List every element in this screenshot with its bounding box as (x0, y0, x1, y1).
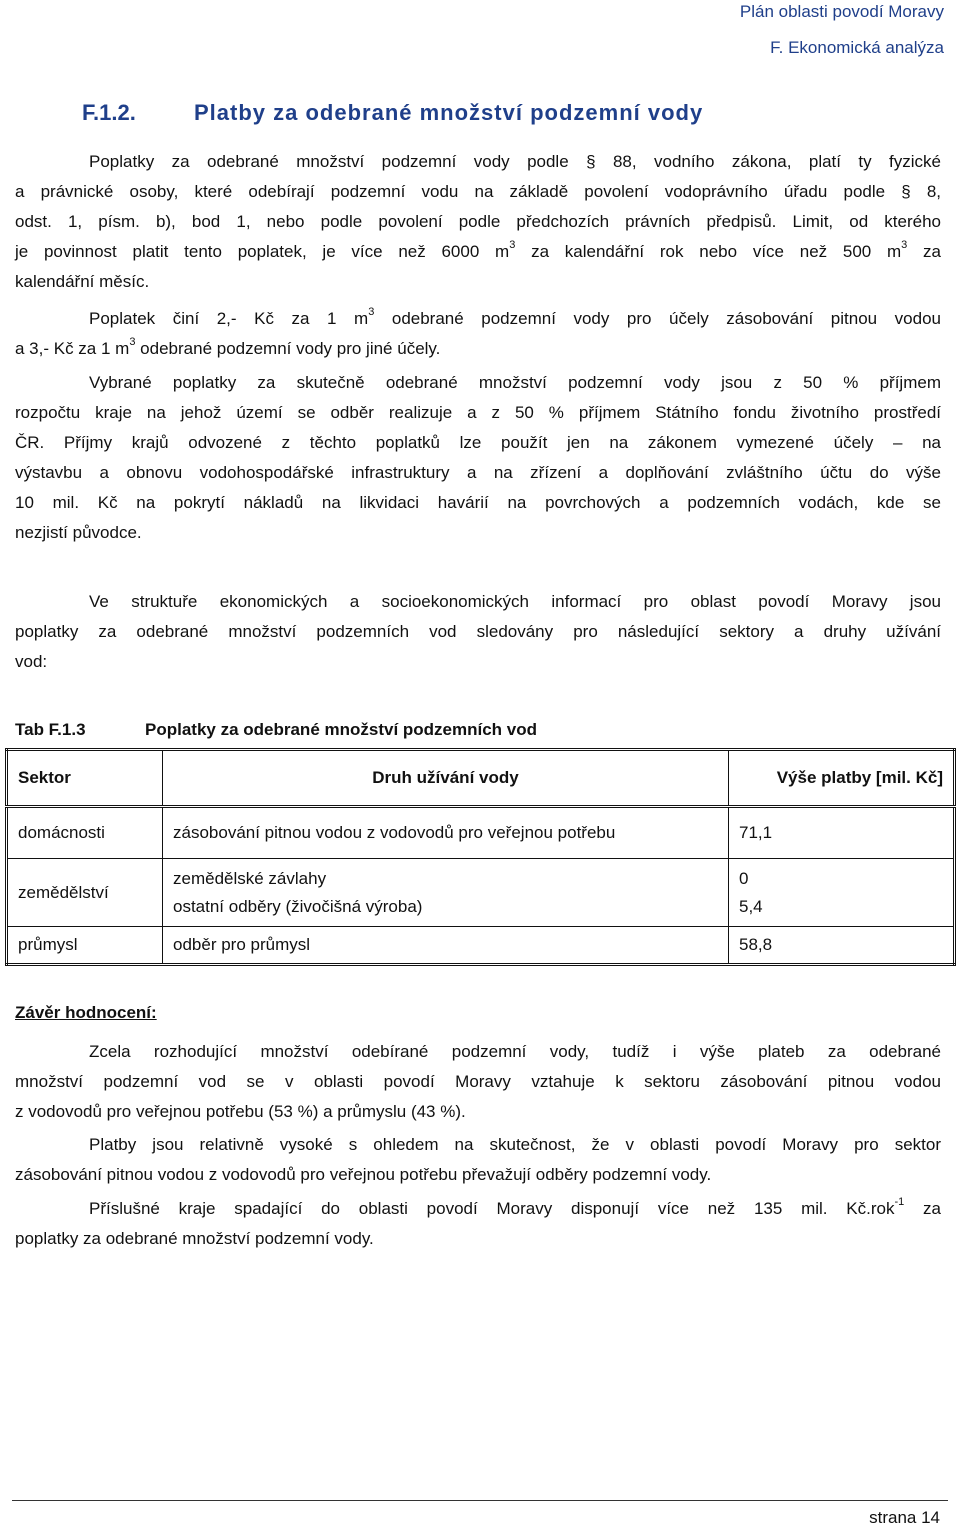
cell-use-line: ostatní odběry (živočišná výroba) (173, 896, 423, 916)
text-line: Zcela rozhodující množství odebírané podzemní vody, tudíž i výše plateb za odebrané (89, 1042, 941, 1061)
text-line: z vodovodů pro veřejnou potřebu (53 %) a průmyslu (43 %). (15, 1102, 466, 1121)
text-fragment: je povinnost platit tento poplatek, je více než 6000 m (15, 242, 510, 261)
column-header-sector: Sektor (7, 750, 163, 807)
cell-sector: zemědělství (7, 859, 163, 927)
text-fragment: za (904, 1199, 941, 1218)
text-fragment: Poplatek činí 2,- Kč za 1 m (89, 309, 369, 328)
section-title: Platby za odebrané množství podzemní vody (194, 100, 704, 125)
cell-amount: 71,1 (729, 807, 955, 859)
text-line: odst. 1, písm. b), bod 1, nebo podle povolení podle předchozích právních předpisů. Limit, od kterého (15, 212, 941, 231)
text-line: a právnické osoby, které odebírají podzemní vodu na základě povolení vodoprávního úřadu podle § 8, (15, 182, 941, 201)
text-line (15, 304, 941, 334)
text-line: výstavbu a obnovu vodohospodářské infrastruktury a na zřízení a doplňování zvláštního účtu do výše (15, 463, 941, 482)
cell-sector: domácnosti (7, 807, 163, 859)
cell-amount (729, 859, 955, 927)
paragraph-fee-usage (15, 368, 941, 548)
section-number: F.1.2. (82, 100, 136, 125)
cell-amount-line: 5,4 (739, 896, 763, 916)
conclusion-paragraph (15, 1194, 941, 1254)
superscript: 3 (901, 239, 908, 251)
cell-use: odběr pro průmysl (163, 927, 729, 965)
text-fragment: odebrané podzemní vody pro jiné účely. (135, 339, 441, 358)
text-line: poplatky za odebrané množství podzemních vod sledovány pro následující sektory a druhy užívání (15, 622, 941, 641)
text-line: zásobování pitnou vodou z vodovodů pro veřejnou potřebu převažují odběry podzemní vody. (15, 1165, 712, 1184)
text-line: vod: (15, 652, 48, 671)
document-header-subtitle: F. Ekonomická analýza (770, 38, 944, 57)
paragraph-fees-intro (15, 147, 941, 297)
text-line: 10 mil. Kč na pokrytí nákladů na likvidaci havárií na povrchových a podzemních vodách, kde se (15, 493, 941, 512)
text-line (15, 1194, 941, 1224)
text-line: Ve struktuře ekonomických a socioekonomických informací pro oblast povodí Moravy jsou (89, 592, 941, 611)
column-header-amount: Výše platby [mil. Kč] (729, 750, 955, 807)
conclusion-paragraph (15, 1130, 941, 1190)
footer-divider (12, 1500, 948, 1501)
table-title: Poplatky za odebrané množství podzemních vod (145, 720, 538, 739)
cell-use: zásobování pitnou vodou z vodovodů pro veřejnou potřebu (163, 807, 729, 859)
table-row (7, 807, 955, 859)
superscript: 3 (129, 336, 136, 348)
fees-table (5, 748, 956, 966)
text-line: Platby jsou relativně vysoké s ohledem na skutečnost, že v oblasti povodí Moravy pro sektor (89, 1135, 941, 1154)
cell-amount-line: 0 (739, 868, 749, 888)
superscript: 3 (368, 306, 375, 318)
conclusion-heading: Závěr hodnocení: (15, 1003, 157, 1022)
text-line: poplatky za odebrané množství podzemní vody. (15, 1229, 374, 1248)
text-fragment: za kalendářní rok nebo více než 500 m (515, 242, 902, 261)
text-line: rozpočtu kraje na jehož území se odběr realizuje a z 50 % příjmem Státního fondu životního prostředí (15, 403, 941, 422)
paragraph-structure (15, 587, 941, 677)
cell-use-line: zemědělské závlahy (173, 868, 327, 888)
text-fragment: a 3,- Kč za 1 m (15, 339, 130, 358)
text-fragment: za (907, 242, 941, 261)
table-row (7, 927, 955, 965)
text-line: množství podzemní vod se v oblasti povodí Moravy vztahuje k sektoru zásobování pitnou vodou (15, 1072, 941, 1091)
cell-sector: průmysl (7, 927, 163, 965)
table-row (7, 859, 955, 927)
text-line: kalendářní měsíc. (15, 272, 150, 291)
text-line: Vybrané poplatky za skutečně odebrané množství podzemní vody jsou z 50 % příjmem (89, 373, 941, 392)
table-header-row (7, 750, 955, 807)
text-fragment: odebrané podzemní vody pro účely zásobování pitnou vodou (374, 309, 941, 328)
superscript: -1 (894, 1196, 905, 1208)
superscript: 3 (509, 239, 516, 251)
page-number: strana 14 (869, 1508, 940, 1527)
paragraph-fee-rate (15, 304, 941, 364)
text-line (15, 334, 941, 364)
conclusion-paragraph (15, 1037, 941, 1127)
text-line (15, 237, 941, 267)
text-fragment: Příslušné kraje spadající do oblasti povodí Moravy disponují více než 135 mil. Kč.rok (89, 1199, 895, 1218)
text-line: ČR. Příjmy krajů odvozené z těchto poplatků lze použít jen na zákonem vymezené účely – na (15, 433, 941, 452)
column-header-use: Druh užívání vody (163, 750, 729, 807)
table-label: Tab F.1.3 (15, 720, 86, 739)
cell-use (163, 859, 729, 927)
text-line: Poplatky za odebrané množství podzemní vody podle § 88, vodního zákona, platí ty fyzické (89, 152, 941, 171)
document-header-title: Plán oblasti povodí Moravy (739, 2, 944, 21)
text-line: nezjistí původce. (15, 523, 142, 542)
cell-amount: 58,8 (729, 927, 955, 965)
